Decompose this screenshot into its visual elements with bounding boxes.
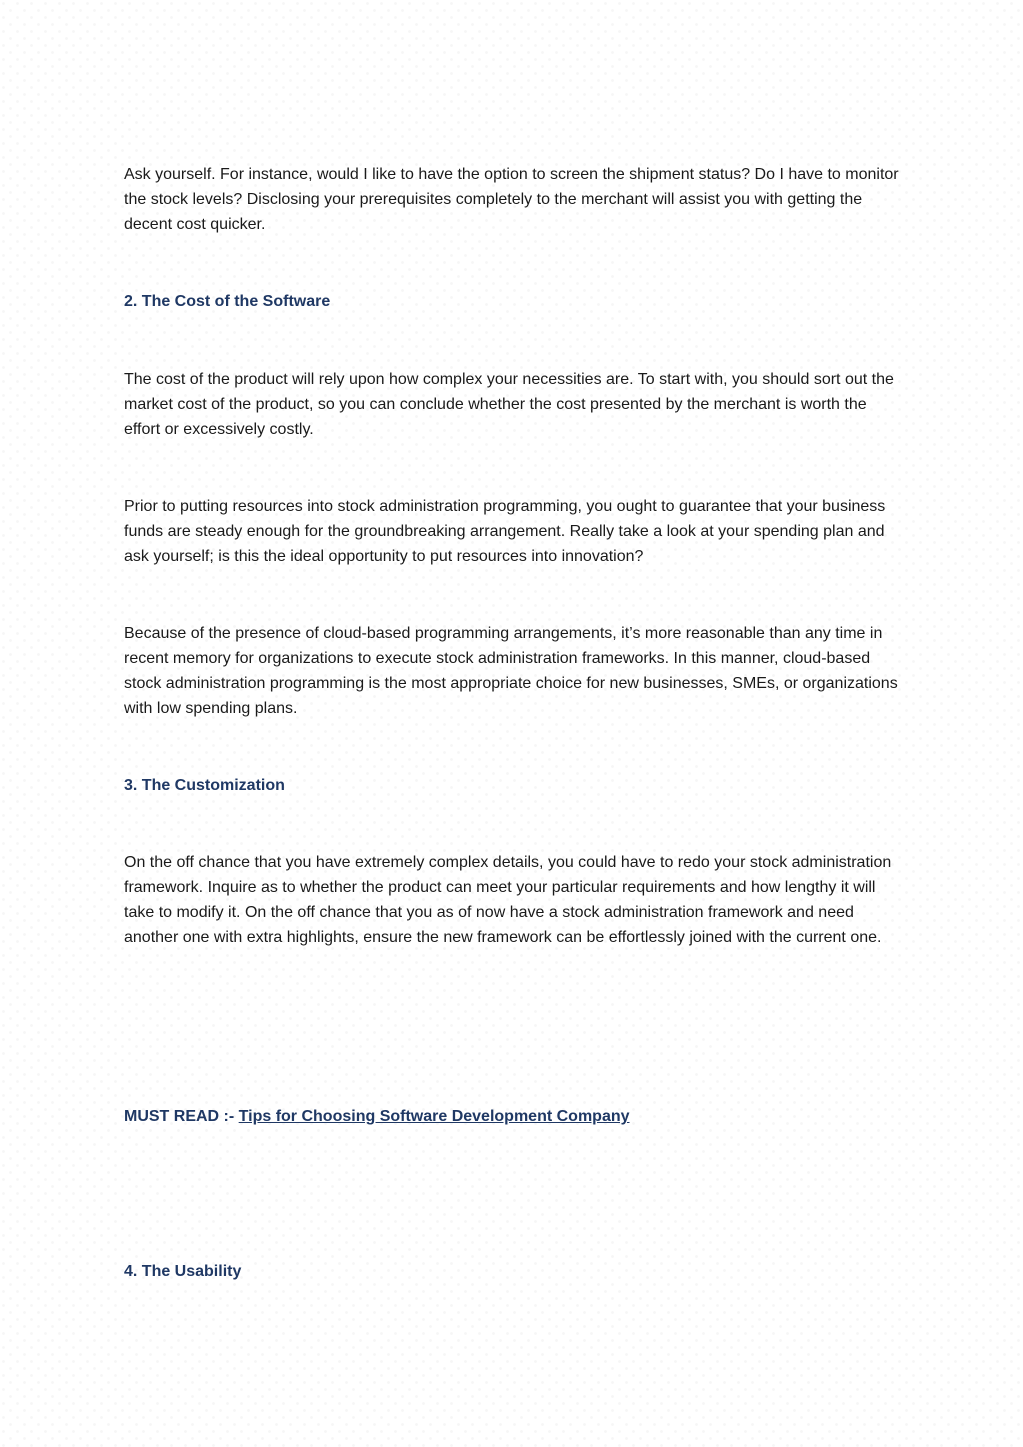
paragraph-customization-details: On the off chance that you have extremely complex details, you could have to redo your stock administration framework. Inquire as to whether the product can meet your particular requirements and how lengthy it will take to modify it. On the off chance that you as of now have a stock administration framework and need another one with extra highlights, ensure the new framework can be effortlessly joined with the current one. [124,854,892,946]
paragraph-cost-of-product: The cost of the product will rely upon how complex your necessities are. To start with, you should sort out the market cost of the product, so you can conclude whether the cost presented by the merchant is worth the effort or excessively costly. [124,371,894,438]
heading-customization: 3. The Customization [124,777,285,794]
must-read-line [124,1104,904,1129]
heading-cost-of-software: 2. The Cost of the Software [124,293,331,310]
must-read-link[interactable]: Tips for Choosing Software Development Company [238,1108,630,1125]
paragraph-ask-yourself: Ask yourself. For instance, would I like to have the option to screen the shipment status? Do I have to monitor the stock levels? Disclosing your prerequisites completely to the merchant will assist you with getting the decent cost quicker. [124,166,899,233]
paragraph-cloud-based: Because of the presence of cloud-based programming arrangements, it’s more reasonable than any time in recent memory for organizations to execute stock administration frameworks. In this manner, cloud-based stock administration programming is the most appropriate choice for new businesses, SMEs, or organizations with low spending plans. [124,625,898,717]
must-read-prefix: MUST READ :- [124,1108,239,1125]
paragraph-prior-to-putting-resources: Prior to putting resources into stock administration programming, you ought to guarantee that your business funds are steady enough for the groundbreaking arrangement. Really take a look at your spending plan and ask yourself; is this the ideal opportunity to put resources into innovation? [124,498,886,565]
heading-usability: 4. The Usability [124,1263,242,1280]
